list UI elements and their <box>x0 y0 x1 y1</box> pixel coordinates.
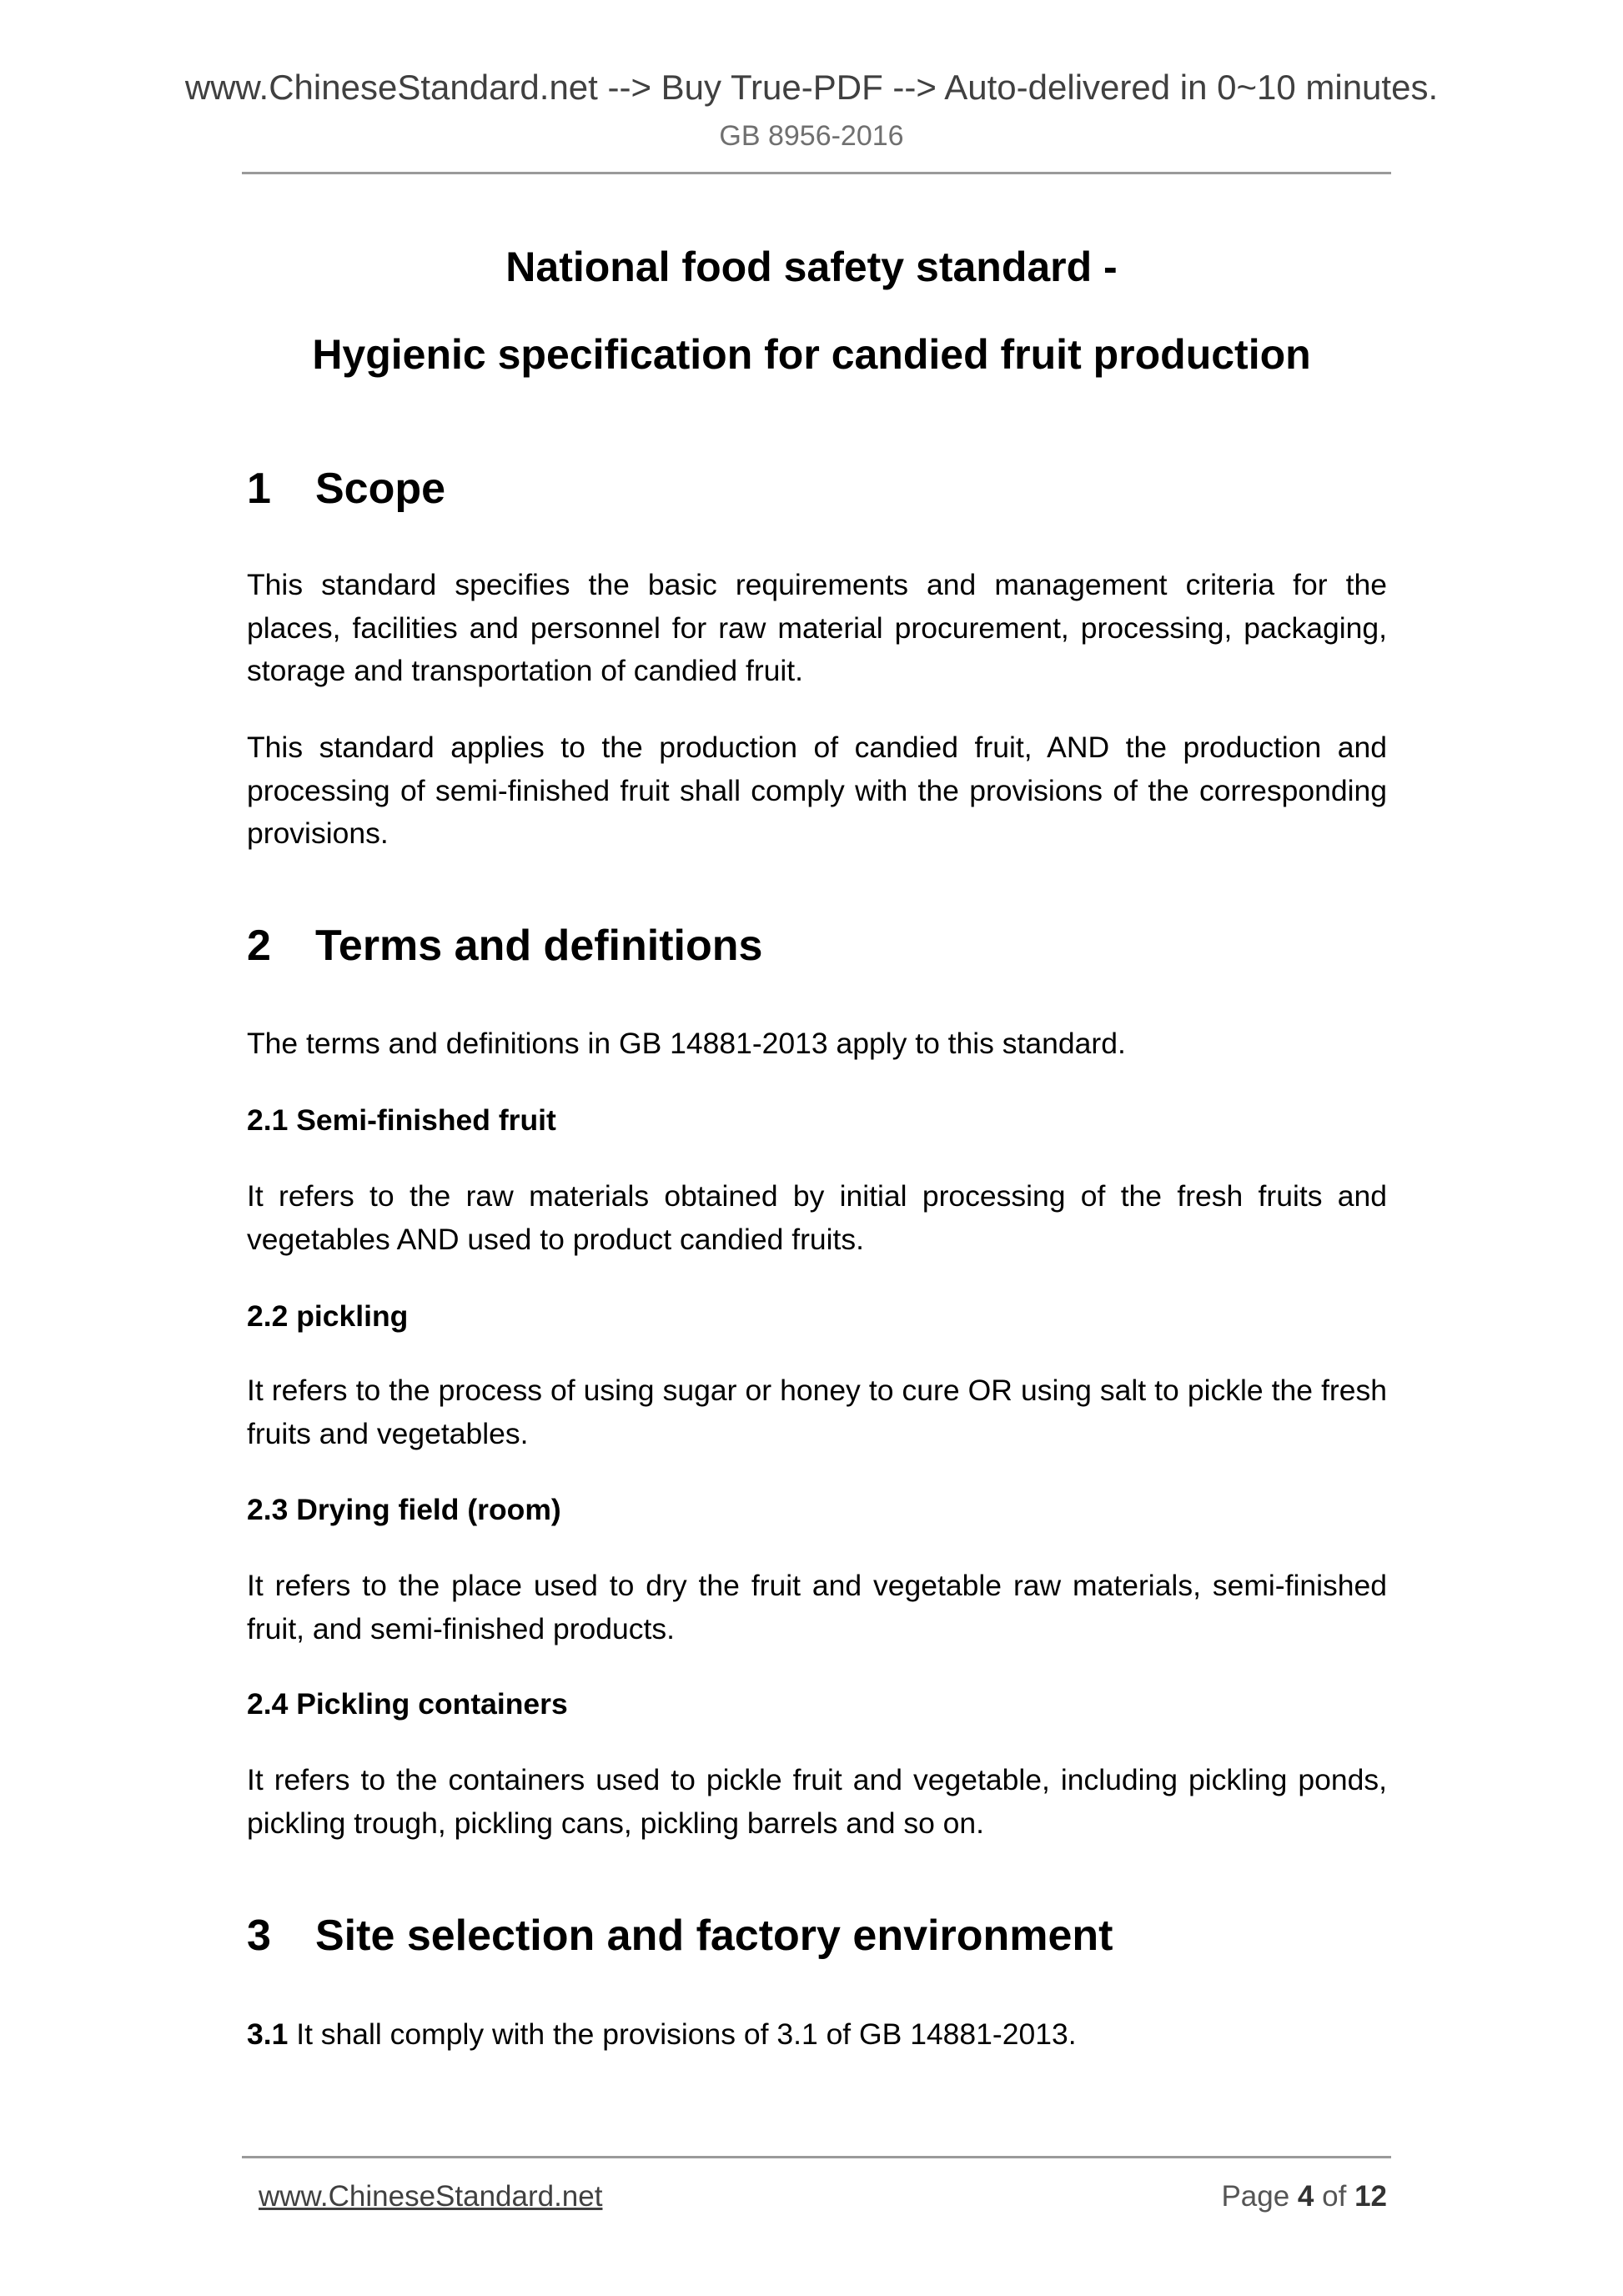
section-3-heading <box>247 1910 1113 1962</box>
section-title: Site selection and factory environment <box>315 1912 1113 1960</box>
header-banner: www.ChineseStandard.net --> Buy True-PDF --> Auto-delivered in 0~10 minutes. <box>184 68 1439 107</box>
page-current: 4 <box>1297 2180 1314 2213</box>
term-heading: 2.1 Semi-finished fruit <box>247 1103 556 1137</box>
of-label: of <box>1322 2180 1347 2213</box>
page-label: Page <box>1221 2180 1290 2213</box>
doc-title-line2: Hygienic specification for candied fruit production <box>312 331 1311 378</box>
footer-divider <box>242 2156 1391 2158</box>
term-heading: 2.4 Pickling containers <box>247 1687 568 1721</box>
section-number: 3 <box>247 1912 271 1960</box>
term-definition: It refers to the raw materials obtained by initial processing of the fresh fruits and vegetables AND used to product candied fruits. <box>247 1179 1387 1256</box>
section-1-heading <box>247 463 445 515</box>
footer-website-link[interactable]: www.ChineseStandard.net <box>259 2180 603 2213</box>
term-heading: 2.3 Drying field (room) <box>247 1493 561 1526</box>
scope-paragraph-1: This standard specifies the basic requirements and management criteria for the places, facilities and personnel for raw material procurement, processing, packaging, storage and transportation of candied fruit. <box>247 568 1387 687</box>
doc-title-line1: National food safety standard - <box>505 244 1118 290</box>
term-definition: It refers to the process of using sugar or honey to cure OR using salt to pickle the fresh fruits and vegetables. <box>247 1374 1387 1450</box>
section-title: Scope <box>315 465 446 513</box>
standard-code: GB 8956-2016 <box>719 120 904 152</box>
clause-3-1 <box>247 2013 1387 2057</box>
clause-text: It shall comply with the provisions of 3.1 of GB 14881-2013. <box>288 2017 1077 2051</box>
section-title: Terms and definitions <box>315 922 763 970</box>
section-number: 1 <box>247 465 271 513</box>
clause-number: 3.1 <box>247 2017 289 2051</box>
page-indicator <box>1221 2178 1387 2215</box>
terms-intro: The terms and definitions in GB 14881-2013 apply to this standard. <box>247 1027 1126 1060</box>
term-heading: 2.2 pickling <box>247 1299 409 1333</box>
page-total: 12 <box>1354 2180 1387 2213</box>
scope-paragraph-2: This standard applies to the production of candied fruit, AND the production and processing of semi-finished fruit shall comply with the provisions of the corresponding provisions. <box>247 731 1387 850</box>
section-number: 2 <box>247 922 271 970</box>
term-definition: It refers to the containers used to pickle fruit and vegetable, including pickling ponds, pickling trough, pickling cans, pickling barrels and so on. <box>247 1763 1387 1840</box>
term-definition: It refers to the place used to dry the fruit and vegetable raw materials, semi-finished fruit, and semi-finished products. <box>247 1569 1387 1645</box>
header-divider <box>242 172 1391 174</box>
section-2-heading <box>247 920 762 972</box>
